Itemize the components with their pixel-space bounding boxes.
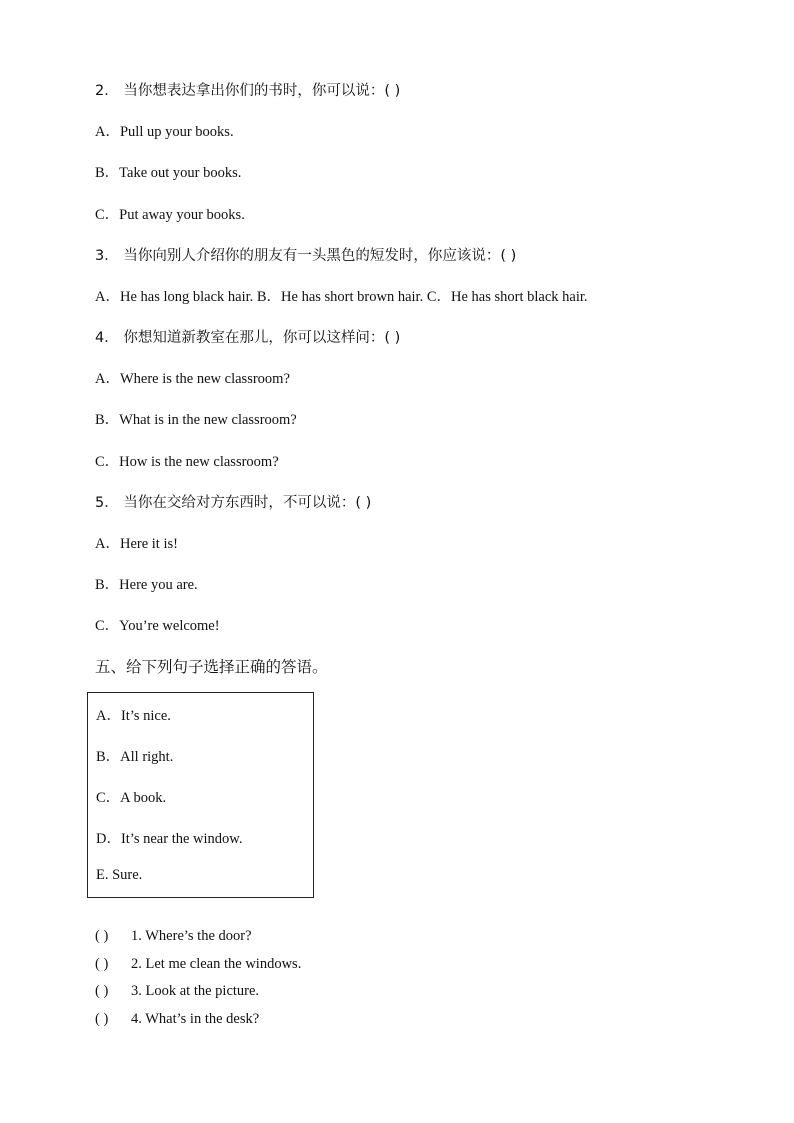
question-2-stem: 2． 当你想表达拿出你们的书时，你可以说：( ) xyxy=(95,83,401,99)
answer-blank: ( ) xyxy=(95,983,109,999)
answer-blank: ( ) xyxy=(95,928,109,944)
answer-blank: ( ) xyxy=(95,1011,109,1027)
question-4-stem: 4． 你想知道新教室在那儿，你可以这样问：( ) xyxy=(95,330,401,346)
question-3-options: A．He has long black hair. B．He has short brown hair. C．He has short black hair. xyxy=(95,289,588,305)
question-4-option-a: A．Where is the new classroom? xyxy=(95,371,290,387)
answer-options-box xyxy=(87,692,314,898)
answer-item-text: 2. Let me clean the windows. xyxy=(131,956,302,972)
question-3-stem: 3． 当你向别人介绍你的朋友有一头黑色的短发时，你应该说：( ) xyxy=(95,248,517,264)
question-2-option-c: C．Put away your books. xyxy=(95,207,245,223)
answer-item-text: 4. What’s in the desk? xyxy=(131,1011,260,1027)
question-5-stem: 5． 当你在交给对方东西时，不可以说：( ) xyxy=(95,495,372,511)
box-option-e: E. Sure. xyxy=(96,867,143,883)
question-5-option-c: C．You’re welcome! xyxy=(95,618,220,634)
question-5-option-b: B．Here you are. xyxy=(95,577,198,593)
question-4-option-b: B．What is in the new classroom? xyxy=(95,412,297,428)
box-option-d: D．It’s near the window. xyxy=(96,831,243,847)
answer-item-1 xyxy=(95,927,252,945)
box-option-b: B．All right. xyxy=(96,749,174,765)
answer-item-text: 3. Look at the picture. xyxy=(131,983,260,999)
answer-blank: ( ) xyxy=(95,956,109,972)
answer-item-3 xyxy=(95,982,259,1000)
section-5-title: 五、给下列句子选择正确的答语。 xyxy=(95,658,328,676)
answer-item-text: 1. Where’s the door? xyxy=(131,928,252,944)
answer-item-2 xyxy=(95,955,301,973)
box-option-a: A．It’s nice. xyxy=(96,708,171,724)
box-option-c: C．A book. xyxy=(96,790,167,806)
question-5-option-a: A．Here it is! xyxy=(95,536,178,552)
question-4-option-c: C．How is the new classroom? xyxy=(95,454,279,470)
answer-item-4 xyxy=(95,1010,259,1028)
question-2-option-a: A．Pull up your books. xyxy=(95,124,234,140)
question-2-option-b: B．Take out your books. xyxy=(95,165,242,181)
